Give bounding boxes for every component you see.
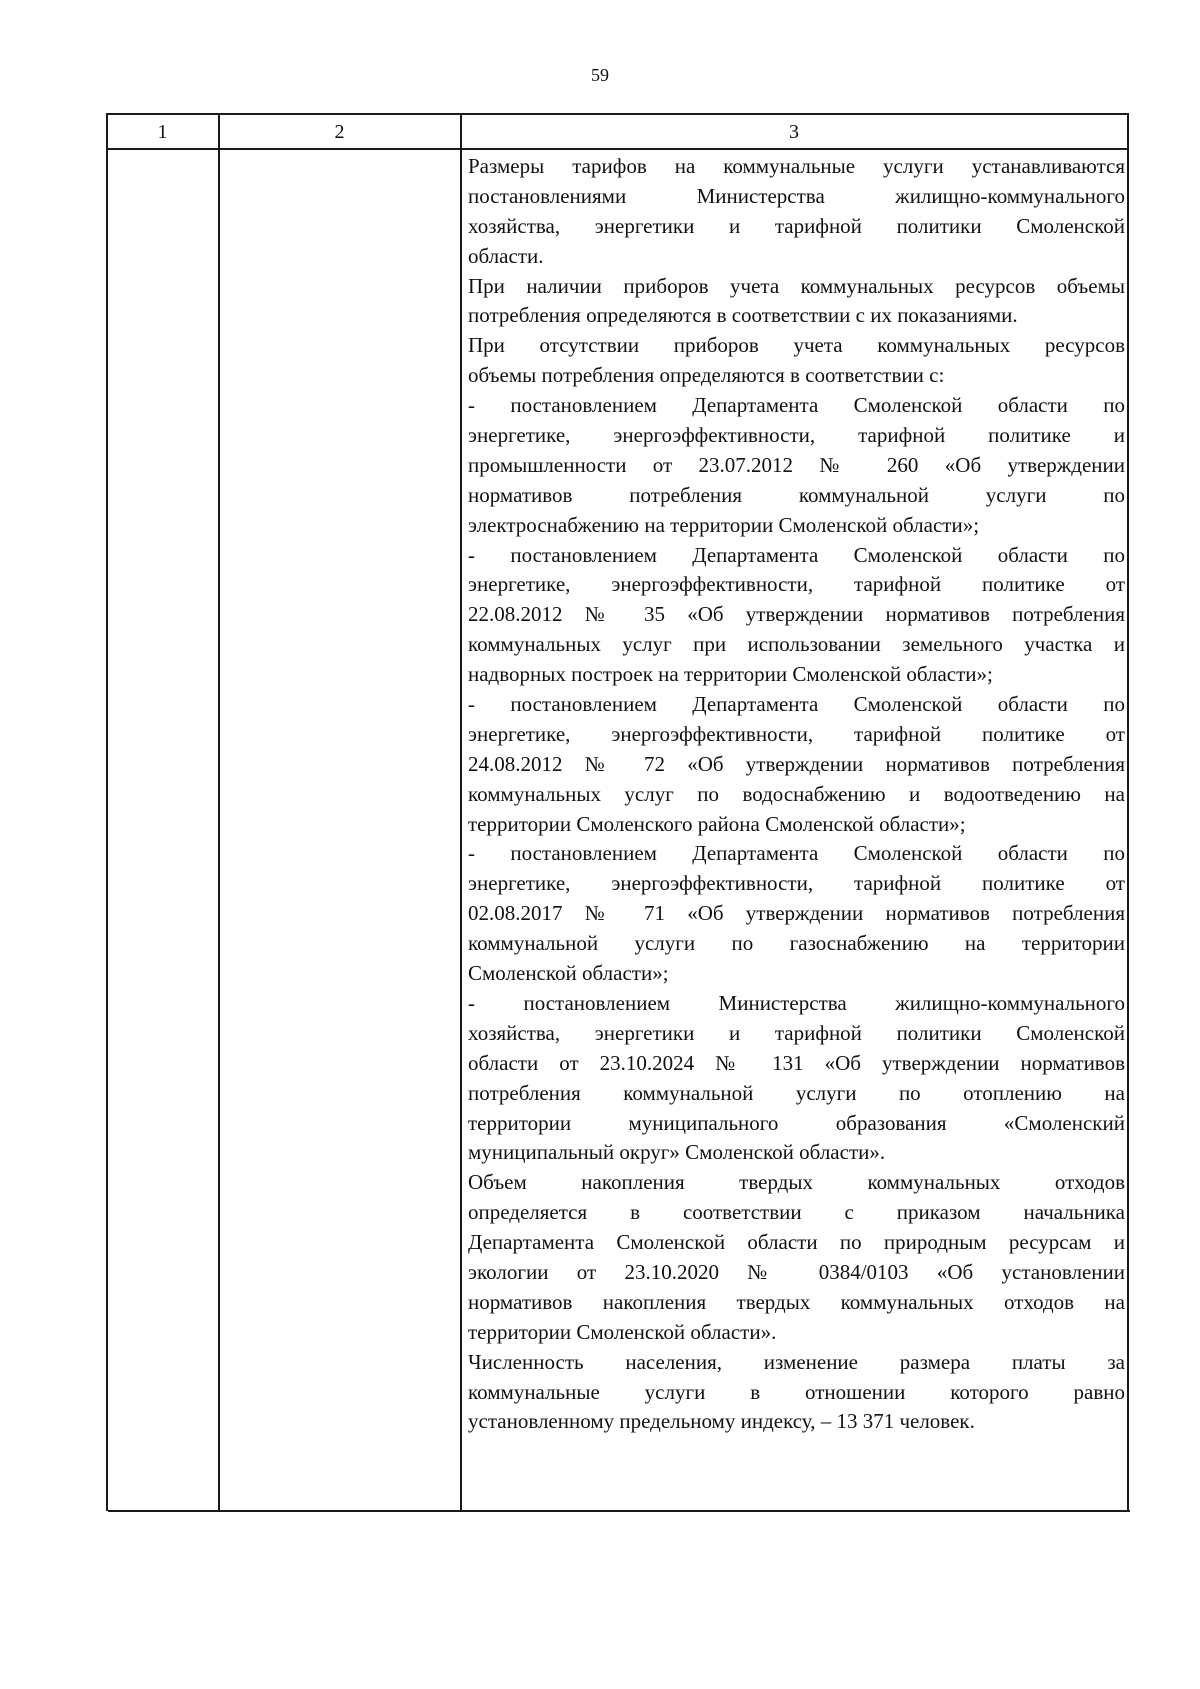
text-line: 22.08.2012 № 35 «Об утверждении нормативов потребления bbox=[468, 602, 1125, 627]
text-line: - постановлением Департамента Смоленской области по bbox=[468, 393, 1125, 418]
text-line: Объем накопления твердых коммунальных отходов bbox=[468, 1170, 1125, 1195]
text-line: территории муниципального образования «Смоленский bbox=[468, 1110, 1125, 1135]
table-left-border bbox=[106, 113, 108, 1511]
text-line: установленному предельному индексу, – 13 371 человек. bbox=[468, 1409, 975, 1434]
text-line: хозяйства, энергетики и тарифной политики Смоленской bbox=[468, 213, 1125, 238]
text-line: При наличии приборов учета коммунальных ресурсов объемы bbox=[468, 273, 1125, 298]
column-divider-2 bbox=[460, 113, 462, 1511]
text-line: постановлениями Министерства жилищно-коммунального bbox=[468, 183, 1125, 208]
header-cell-3: 3 bbox=[789, 121, 799, 143]
text-line: нормативов накопления твердых коммунальных отходов на bbox=[468, 1289, 1125, 1314]
text-line: энергетике, энергоэффективности, тарифной политике и bbox=[468, 423, 1125, 448]
text-line: хозяйства, энергетики и тарифной политики Смоленской bbox=[468, 1020, 1125, 1045]
text-line: 02.08.2017 № 71 «Об утверждении нормативов потребления bbox=[468, 901, 1125, 926]
table-bottom-border bbox=[108, 1510, 1130, 1512]
header-cell-2: 2 bbox=[334, 121, 345, 143]
text-line: энергетике, энергоэффективности, тарифной политике от bbox=[468, 871, 1125, 896]
text-line: коммунальных услуг при использовании земельного участка и bbox=[468, 632, 1125, 657]
text-line: коммунальных услуг по водоснабжению и водоотведению на bbox=[468, 781, 1125, 806]
text-line: Размеры тарифов на коммунальные услуги устанавливаются bbox=[468, 154, 1125, 178]
text-line: энергетике, энергоэффективности, тарифной политике от bbox=[468, 721, 1125, 746]
text-line: Смоленской области»; bbox=[468, 961, 669, 986]
text-line: энергетике, энергоэффективности, тарифной политике от bbox=[468, 572, 1125, 597]
text-line: области от 23.10.2024 № 131 «Об утверждении нормативов bbox=[468, 1050, 1125, 1075]
header-cell-1: 1 bbox=[157, 121, 168, 143]
text-line: муниципальный округ» Смоленской области». bbox=[468, 1140, 886, 1165]
text-line: - постановлением Департамента Смоленской области по bbox=[468, 542, 1125, 567]
text-line: Департамента Смоленской области по природным ресурсам и bbox=[468, 1230, 1125, 1255]
text-line: Численность населения, изменение размера платы за bbox=[468, 1349, 1125, 1374]
text-line: надворных построек на территории Смоленской области»; bbox=[468, 662, 993, 687]
column-3-content bbox=[468, 152, 1125, 1437]
text-line: - постановлением Министерства жилищно-коммунального bbox=[468, 990, 1125, 1015]
text-line: территории Смоленского района Смоленской области»; bbox=[468, 811, 966, 836]
text-line: При отсутствии приборов учета коммунальных ресурсов bbox=[468, 333, 1125, 358]
text-line: 24.08.2012 № 72 «Об утверждении нормативов потребления bbox=[468, 751, 1125, 776]
text-line: определяется в соответствии с приказом начальника bbox=[468, 1200, 1125, 1225]
table-right-border bbox=[1127, 113, 1129, 1511]
text-line: коммунальной услуги по газоснабжению на территории bbox=[468, 931, 1125, 956]
text-line: нормативов потребления коммунальной услуги по bbox=[468, 482, 1125, 507]
text-line: - постановлением Департамента Смоленской области по bbox=[468, 692, 1125, 717]
text-line: промышленности от 23.07.2012 № 260 «Об утверждении bbox=[468, 452, 1125, 477]
text-line: - постановлением Департамента Смоленской области по bbox=[468, 841, 1125, 866]
table-top-border bbox=[106, 113, 1128, 115]
text-line: области. bbox=[468, 243, 544, 268]
page-number: 59 bbox=[591, 65, 609, 85]
text-line: потребления коммунальной услуги по отоплению на bbox=[468, 1080, 1125, 1105]
column-divider-1 bbox=[218, 113, 220, 1511]
text-line: экологии от 23.10.2020 № 0384/0103 «Об установлении bbox=[468, 1259, 1125, 1284]
text-line: объемы потребления определяются в соответствии с: bbox=[468, 363, 945, 388]
text-line: коммунальные услуги в отношении которого равно bbox=[468, 1379, 1125, 1404]
text-line: электроснабжению на территории Смоленской области»; bbox=[468, 512, 980, 537]
table-header-divider bbox=[106, 148, 1128, 150]
text-line: территории Смоленской области». bbox=[468, 1319, 777, 1344]
text-line: потребления определяются в соответствии с их показаниями. bbox=[468, 303, 1018, 328]
